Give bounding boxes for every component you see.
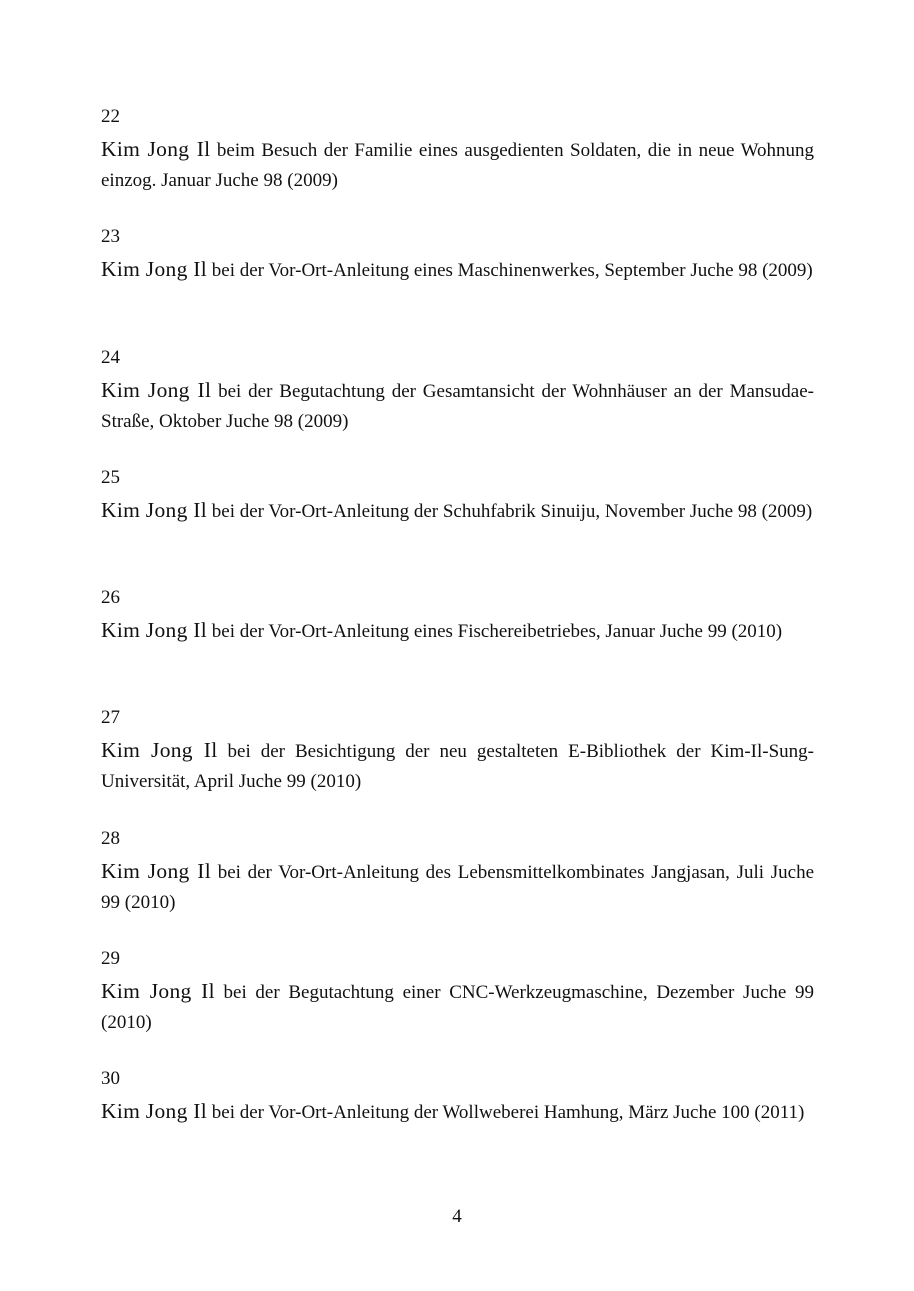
caption-entry [101,705,814,825]
caption-entry [101,1066,814,1186]
caption-text [101,856,814,918]
caption-text [101,976,814,1038]
caption-entry [101,946,814,1066]
caption-name: Kim Jong Il [101,1099,208,1124]
caption-description: bei der Besichtigung der neu gestalteten E-Bibliothek der Kim-Il-Sung-Universität, April Juche 99 (2010) [101,741,814,793]
caption-number: 26 [101,587,120,609]
caption-name: Kim Jong Il [101,257,208,282]
caption-text [101,134,814,196]
caption-description: bei der Vor-Ort-Anleitung der Schuhfabrik Sinuiju, November Juche 98 (2009) [207,500,813,522]
caption-entry [101,224,814,344]
caption-description: bei der Vor-Ort-Anleitung der Wollweberei Hamhung, März Juche 100 (2011) [207,1102,805,1124]
caption-name: Kim Jong Il [101,497,208,522]
caption-description: bei der Begutachtung der Gesamtansicht der Wohnhäuser an der Mansudae-Straße, Oktober Juche 98 (2009) [101,380,814,432]
caption-number: 23 [101,226,120,248]
caption-text [101,254,814,286]
caption-name: Kim Jong Il [101,137,211,161]
caption-entry [101,465,814,585]
caption-entry [101,585,814,705]
caption-number: 27 [101,707,120,729]
caption-number: 25 [101,466,120,488]
caption-description: bei der Vor-Ort-Anleitung eines Maschinenwerkes, September Juche 98 (2009) [207,260,813,282]
caption-text [101,615,814,647]
caption-number: 29 [101,948,120,970]
caption-text [101,495,814,527]
caption-name: Kim Jong Il [101,858,211,883]
caption-name: Kim Jong Il [101,979,215,1004]
caption-text [101,735,814,797]
page-number: 4 [452,1206,462,1227]
caption-entry [101,826,814,946]
caption-description: bei der Vor-Ort-Anleitung des Lebensmittelkombinates Jangjasan, Juli Juche 99 (2010) [101,861,814,913]
caption-description: beim Besuch der Familie eines ausgedienten Soldaten, die in neue Wohnung einzog. Januar Juche 98 (2009) [101,140,815,191]
caption-name: Kim Jong Il [101,618,208,643]
caption-number: 30 [101,1068,120,1090]
caption-number: 22 [101,106,120,127]
caption-entry [101,345,814,465]
caption-text [101,375,814,437]
caption-entry [101,104,814,224]
caption-list [101,104,814,1187]
caption-number: 28 [101,827,120,849]
caption-description: bei der Begutachtung einer CNC-Werkzeugmaschine, Dezember Juche 99 (2010) [101,982,814,1034]
caption-name: Kim Jong Il [101,738,218,763]
caption-number: 24 [101,346,120,368]
caption-name: Kim Jong Il [101,377,212,402]
caption-text [101,1096,814,1128]
caption-description: bei der Vor-Ort-Anleitung eines Fischereibetriebes, Januar Juche 99 (2010) [207,621,783,643]
